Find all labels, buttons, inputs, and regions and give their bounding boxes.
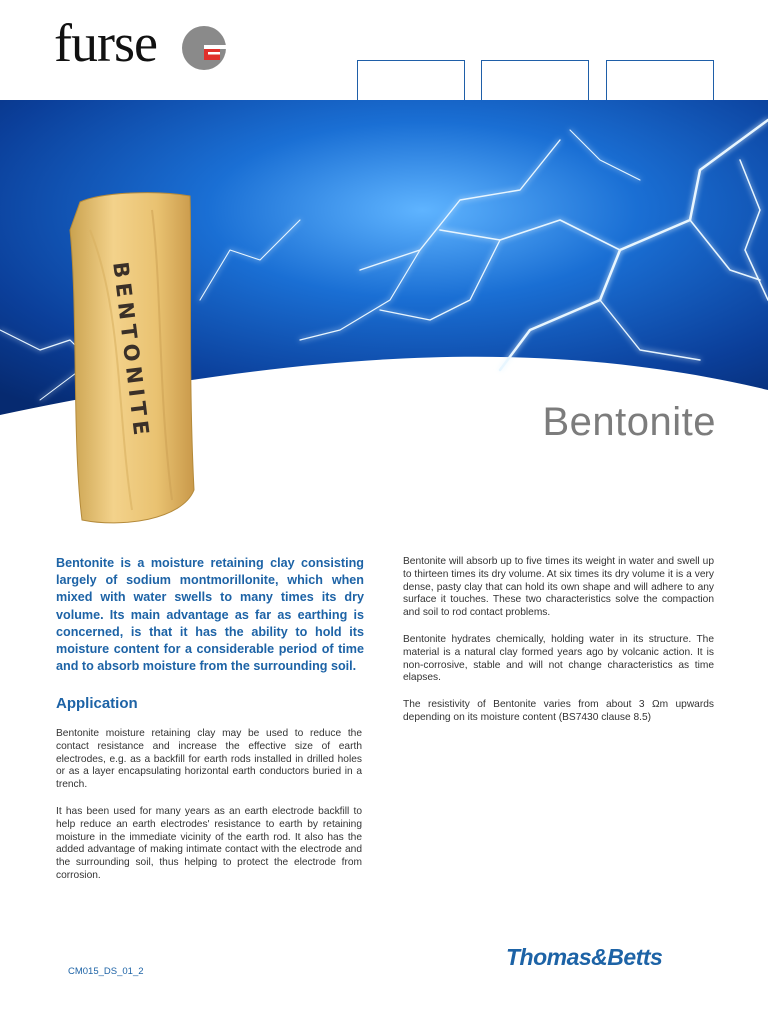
thomas-betts-logo: Thomas&Betts bbox=[506, 944, 663, 970]
details-paragraph: Bentonite will absorb up to five times its weight in water and swell up to thirteen times its dry volume. At six times its dry volume it is a very dense, pasty clay that can hold its own shape and will adhere to any surface it touches. These two characteristics solve the compaction and soil to rod contact problems. bbox=[403, 556, 714, 619]
intro-text: Bentonite is a moisture retaining clay consisting largely of sodium montmorillonite, which when mixed with water swells to many times its dry volume. Its main advantage as far as earthing is concerned, is that it has the ability to hold its moisture content for a considerable period of time and to absorb moisture from the surrounding soil. bbox=[56, 556, 364, 674]
document-code: CM015_DS_01_2 bbox=[68, 966, 144, 977]
application-paragraph: Bentonite moisture retaining clay may be used to reduce the contact resistance and increase the effective size of earth electrodes, e.g. as a backfill for earth rods installed in drilled holes or as a layer encapsulating horizontal earth conductors buried in a trench. bbox=[56, 728, 362, 791]
product-title: Bentonite bbox=[542, 400, 716, 444]
details-paragraph: The resistivity of Bentonite varies from about 3 Ωm upwards depending on its moisture content (BS7430 clause 8.5) bbox=[403, 699, 714, 723]
application-heading: Application bbox=[56, 695, 138, 712]
furse-logo-mark-icon bbox=[181, 25, 227, 71]
bag-label: BENTONITE bbox=[108, 260, 154, 442]
application-paragraph: It has been used for many years as an earth electrode backfill to help reduce an earth electrodes' resistance to earth by retaining moisture in the immediate vicinity of the earth rod. It also has the added advantage of making intimate contact with the electrode and the surrounding soil, thus helping to protect the electrode from corrosion. bbox=[56, 805, 362, 881]
application-body bbox=[56, 728, 362, 897]
details-paragraph: Bentonite hydrates chemically, holding water in its structure. The material is a natural clay formed years ago by volcanic action. It is non-corrosive, stable and will not change characteristics as time elapses. bbox=[403, 633, 714, 684]
brand-wordmark: furse bbox=[54, 13, 157, 73]
details-body bbox=[403, 556, 714, 739]
